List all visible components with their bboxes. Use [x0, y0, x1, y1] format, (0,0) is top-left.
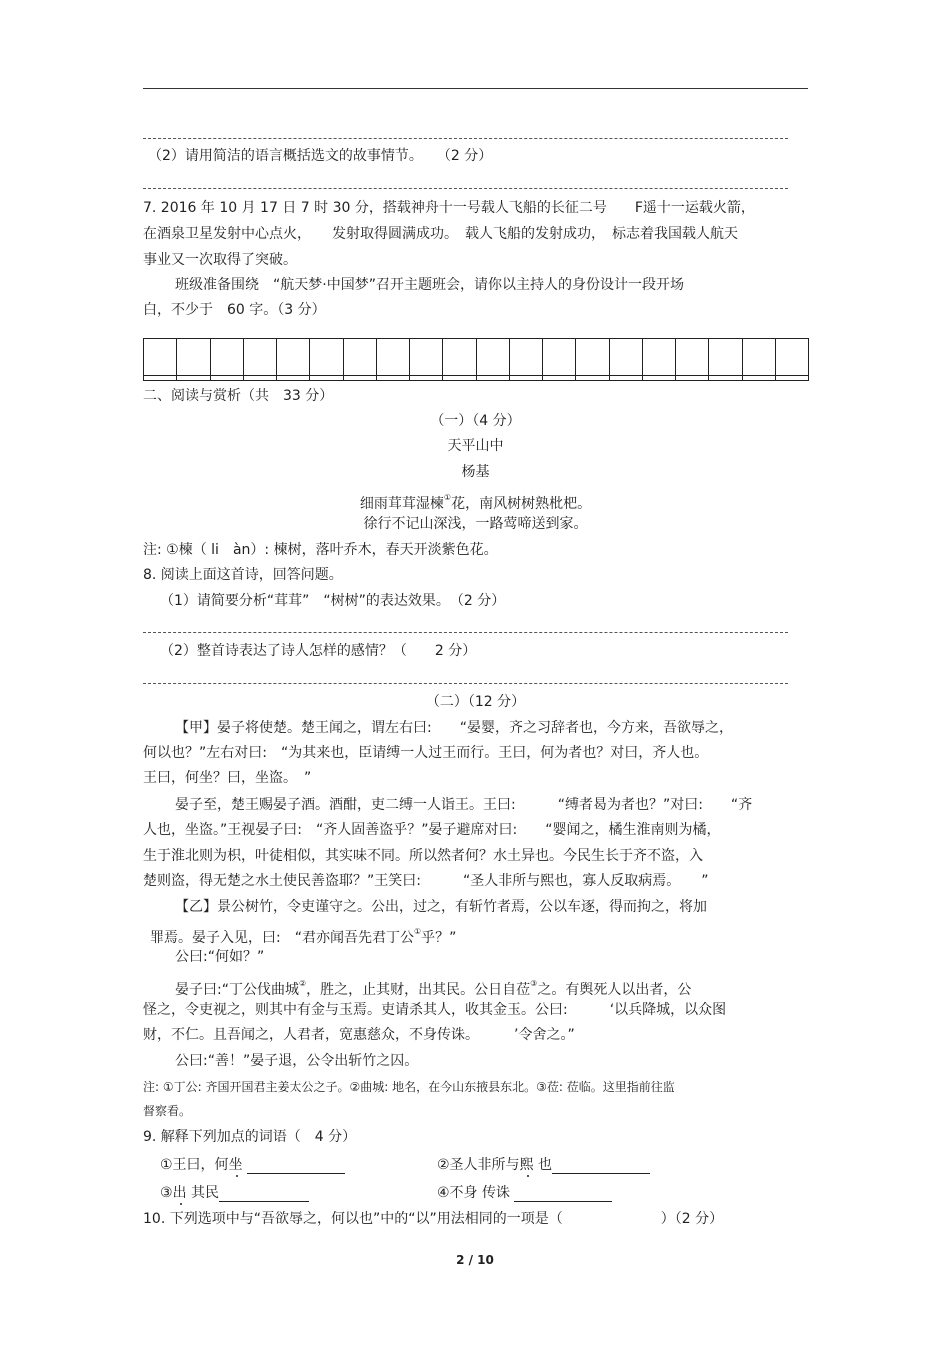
passage-p3-l2b: 乎？” — [421, 930, 457, 946]
poem-line1-b: 花，南风树树熟枇杷。 — [451, 496, 592, 512]
answer-line[interactable] — [143, 683, 788, 684]
grid-cell[interactable] — [576, 339, 609, 380]
passage-p4: 公曰:“何如？” — [175, 949, 265, 965]
grid-cell[interactable] — [443, 339, 476, 380]
q9-b-blank[interactable] — [552, 1157, 650, 1174]
passage-p2-l1: 晏子至，楚王赐晏子酒。酒酣，吏二缚一人诣王。王曰: “缚者曷为者也？”对曰: “齐 — [175, 797, 753, 813]
grid-cell[interactable] — [310, 339, 343, 380]
q9-c-suffix: 其民 — [191, 1185, 220, 1201]
grid-cell[interactable] — [676, 339, 709, 380]
q8-stem: 8. 阅读上面这首诗，回答问题。 — [143, 567, 343, 583]
grid-cell[interactable] — [344, 339, 377, 380]
q9-b-prefix: ②圣人非所与 — [437, 1157, 520, 1173]
grid-cell[interactable] — [144, 339, 177, 380]
q9-stem: 9. 解释下列加点的词语（ 4 分） — [143, 1129, 357, 1145]
q8-1: （1）请简要分析“茸茸” “树树”的表达效果。 （2 分） — [160, 593, 506, 609]
passage-p5-l1b: ，胜之，止其财，出其民。公日自莅 — [306, 982, 531, 998]
q9-d-blank[interactable] — [514, 1185, 612, 1202]
q7-line3: 事业又一次取得了突破。 — [143, 252, 297, 268]
q10-stem: 10. 下列选项中与“吾欲辱之，何以也”中的“以”用法相同的一项是（ ）（2 分） — [143, 1211, 724, 1227]
poem-author: 杨基 — [461, 464, 490, 480]
passage-p3-l2a: 罪焉。晏子入见，曰: “君亦闻吾先君丁公 — [150, 930, 414, 946]
grid-cell[interactable] — [776, 339, 808, 380]
grid-cell[interactable] — [643, 339, 676, 380]
passage-p5-l2: 怪之，令吏视之，则其中有金与玉焉。吏请杀其人，收其金玉。公曰: ‘以兵降城，以众图 — [143, 1002, 727, 1018]
grid-cell[interactable] — [177, 339, 210, 380]
q9-a-prefix: ①王曰，何 — [160, 1157, 229, 1173]
grid-cell[interactable] — [410, 339, 443, 380]
q9-c-blank[interactable] — [219, 1185, 309, 1202]
footnote-mark: ② — [298, 979, 307, 988]
passage-p2-l4: 楚则盗，得无楚之水土使民善盗耶？”王笑曰: “圣人非所与熙也，寡人反取病焉。 ” — [143, 873, 709, 889]
q9-b-dotted-word: 熙 — [519, 1157, 534, 1173]
grid-cell[interactable] — [610, 339, 643, 380]
footnote-mark: ③ — [530, 979, 538, 988]
passage-p2-l2: 人也，坐盗。”王视晏子曰: “齐人固善盗乎？”晏子避席对曰: “婴闻之，橘生淮南则为橘， — [143, 822, 721, 838]
q9-item-c — [160, 1184, 309, 1202]
passage-p3-l2 — [150, 923, 456, 947]
passage-p5-l1 — [175, 975, 691, 999]
q9-item-a — [160, 1156, 345, 1174]
q8-2: （2）整首诗表达了诗人怎样的感情？（ 2 分） — [160, 643, 477, 659]
passage-p1-l2: 何以也？”左右对曰: “为其来也，臣请缚一人过王而行。王曰，何为者也？对曰，齐人也。 — [143, 745, 709, 761]
q9-a-dotted-word: 坐 — [228, 1157, 243, 1173]
passage-p3-l1: 【乙】景公树竹，令吏谨守之。公出，过之，有斩竹者焉，公以车逐，得而拘之，将加 — [175, 899, 707, 915]
q7-line1: 7. 2016 年 10 月 17 日 7 时 30 分，搭载神舟十一号载人飞船的长征二号 F遥十一运载火箭， — [143, 200, 755, 216]
passage-p5-l3: 财，不仁。且吾闻之，人君者，宽惠慈众，不身传诛。 ’令舍之。” — [143, 1027, 575, 1043]
top-rule — [143, 88, 808, 89]
q9-c-dotted-word: 出 — [172, 1185, 187, 1201]
answer-line[interactable] — [143, 188, 788, 189]
answer-line[interactable] — [143, 632, 788, 633]
answer-line[interactable] — [143, 138, 788, 139]
q9-d-prefix: ④不身 — [437, 1185, 478, 1201]
poem-line1 — [143, 489, 808, 513]
passage-p6: 公曰:“善！”晏子退，公令出斩竹之囚。 — [175, 1053, 419, 1069]
grid-cell[interactable] — [477, 339, 510, 380]
footnote-mark: ① — [443, 493, 452, 502]
q6-2-text: （2）请用简洁的语言概括选文的故事情节。 （2 分） — [148, 148, 493, 164]
grid-cell[interactable] — [377, 339, 410, 380]
q7-line2: 在酒泉卫星发射中心点火， 发射取得圆满成功。 载人飞船的发射成功， 标志着我国载人航天 — [143, 226, 738, 242]
grid-cell[interactable] — [211, 339, 244, 380]
grid-cell[interactable] — [244, 339, 277, 380]
passage-p5-l1c: 之。有舆死人以出者，公 — [537, 982, 692, 998]
grid-cell[interactable] — [709, 339, 742, 380]
q9-item-b — [437, 1156, 650, 1174]
poem-note: 注: ①楝（ li àn）: 楝树，落叶乔木，春天开淡紫色花。 — [143, 542, 498, 558]
passage-note-l2: 督察看。 — [143, 1104, 192, 1118]
part1-heading: （一）（4 分） — [430, 413, 521, 429]
q9-a-blank[interactable] — [247, 1157, 345, 1174]
q9-item-d — [437, 1184, 612, 1202]
passage-p2-l3: 生于淮北则为枳，叶徒相似，其实味不同。所以然者何？水土异也。今民生长于齐不盗，入 — [143, 848, 703, 864]
q7-line4: 班级准备围绕 “航天梦·中国梦”召开主题班会，请你以主持人的身份设计一段开场 — [175, 277, 684, 293]
poem-title: 天平山中 — [447, 438, 504, 454]
passage-p1-l1: 【甲】晏子将使楚。楚王闻之，谓左右曰: “晏婴，齐之习辞者也，今方来，吾欲辱之， — [175, 720, 733, 736]
poem-line2: 徐行不记山深浅，一路莺啼送到家。 — [363, 516, 588, 532]
q9-b-suffix: 也 — [538, 1157, 553, 1173]
part2-heading: （二）（12 分） — [425, 694, 526, 710]
footnote-mark: ① — [413, 927, 422, 936]
grid-cell[interactable] — [743, 339, 776, 380]
q7-line5: 白，不少于 60 字。（3 分） — [143, 302, 326, 318]
q9-d-suffix: 传诛 — [482, 1185, 511, 1201]
passage-note-l1: 注: ①丁公: 齐国开国君主姜太公之子。②曲城: 地名，在今山东掖县东北。③莅: 莅临。这里指前往监 — [143, 1080, 675, 1094]
grid-cell[interactable] — [277, 339, 310, 380]
q9-c-prefix: ③ — [160, 1185, 173, 1201]
grid-cell[interactable] — [510, 339, 543, 380]
passage-p1-l3: 王曰，何坐？曰，坐盗。 ” — [143, 770, 312, 786]
section2-heading: 二、阅读与赏析（共 33 分） — [143, 388, 334, 404]
page-number: 2 / 10 — [456, 1253, 494, 1267]
grid-cell[interactable] — [543, 339, 576, 380]
passage-p5-l1a: 晏子曰:“丁公伐曲城 — [175, 982, 299, 998]
poem-line1-a: 细雨茸茸湿楝 — [359, 496, 444, 512]
writing-grid-underline — [143, 375, 809, 376]
